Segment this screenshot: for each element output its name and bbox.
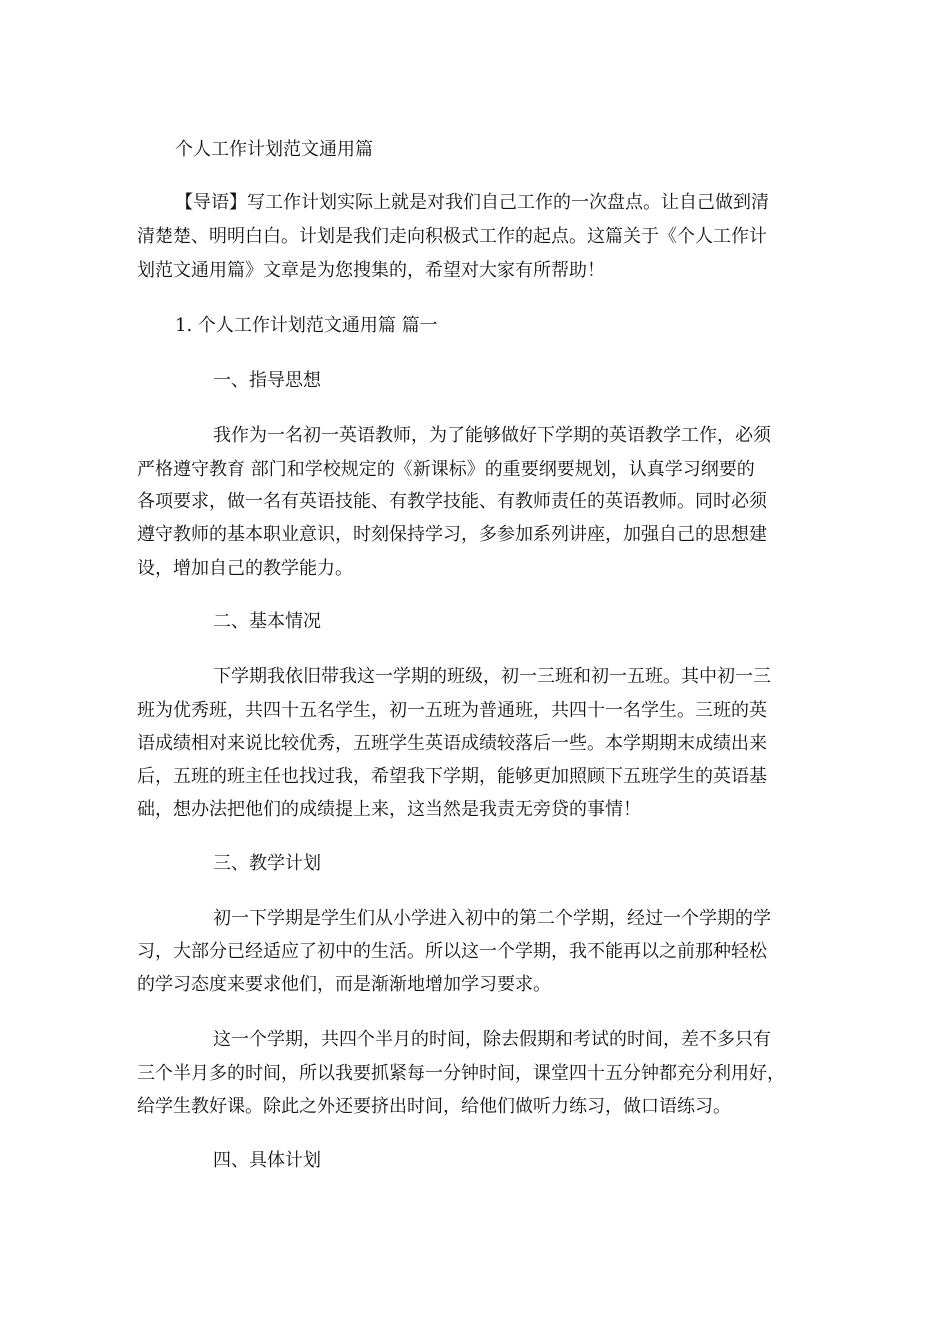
paragraph-line: 语成绩相对来说比较优秀，五班学生英语成绩较落后一些。本学期期末成绩出来 — [137, 733, 767, 754]
paragraph-line: 下学期我依旧带我这一学期的班级，初一三班和初一五班。其中初一三 — [213, 666, 771, 687]
subheading-teaching-plan: 三、教学计划 — [213, 853, 321, 874]
subheading-basic-situation: 二、基本情况 — [213, 611, 321, 632]
section-heading: 1. 个人工作计划范文通用篇 篇一 — [175, 315, 438, 336]
paragraph-line: 后，五班的班主任也找过我，希望我下学期，能够更加照顾下五班学生的英语基 — [137, 766, 767, 787]
paragraph-line: 各项要求，做一名有英语技能、有教学技能、有教师责任的英语教师。同时必须 — [137, 491, 767, 512]
subheading-guiding-thought: 一、指导思想 — [213, 370, 321, 391]
paragraph-line: 习，大部分已经适应了初中的生活。所以这一个学期，我不能再以之前那种轻松 — [137, 941, 767, 962]
paragraph-line: 础，想办法把他们的成绩提上来，这当然是我责无旁贷的事情！ — [137, 799, 641, 820]
paragraph-line: 班为优秀班，共四十五名学生，初一五班为普通班，共四十一名学生。三班的英 — [137, 700, 767, 721]
paragraph-line: 严格遵守教育 部门和学校规定的《新课标》的重要纲要规划，认真学习纲要的 — [137, 459, 755, 480]
paragraph-line: 遵守教师的基本职业意识，时刻保持学习，多参加系列讲座，加强自己的思想建 — [137, 524, 767, 545]
paragraph-line: 给学生教好课。除此之外还要挤出时间，给他们做听力练习，做口语练习。 — [137, 1096, 731, 1117]
paragraph-line: 这一个学期，共四个半月的时间，除去假期和考试的时间，差不多只有 — [213, 1029, 771, 1050]
paragraph-line: 三个半月多的时间，所以我要抓紧每一分钟时间，课堂四十五分钟都充分利用好， — [137, 1063, 785, 1084]
paragraph-line: 我作为一名初一英语教师，为了能够做好下学期的英语教学工作，必须 — [213, 425, 771, 446]
intro-line-3: 划范文通用篇》文章是为您搜集的，希望对大家有所帮助！ — [137, 260, 605, 281]
intro-line-1: 【导语】写工作计划实际上就是对我们自己工作的一次盘点。让自己做到清 — [175, 192, 769, 213]
paragraph-line: 设，增加自己的教学能力。 — [137, 558, 353, 579]
subheading-specific-plan: 四、具体计划 — [213, 1150, 321, 1171]
paragraph-line: 的学习态度来要求他们，而是渐渐地增加学习要求。 — [137, 974, 551, 995]
intro-line-2: 清楚楚、明明白白。计划是我们走向积极式工作的起点。这篇关于《个人工作计 — [137, 226, 767, 247]
document-title: 个人工作计划范文通用篇 — [175, 139, 373, 160]
paragraph-line: 初一下学期是学生们从小学进入初中的第二个学期，经过一个学期的学 — [213, 908, 771, 929]
